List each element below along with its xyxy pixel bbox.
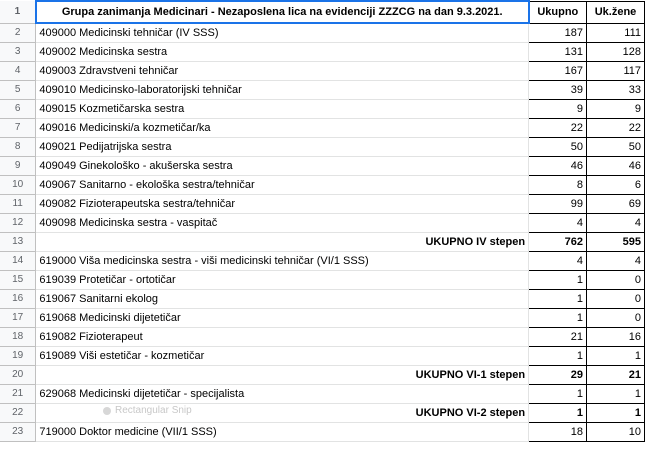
table-row <box>0 384 645 403</box>
occupation-cell[interactable]: 409049 Ginekološko - akušerska sestra <box>36 156 529 175</box>
occupation-cell[interactable]: 409021 Pedijatrijska sestra <box>36 137 529 156</box>
women-cell[interactable]: 9 <box>587 99 645 118</box>
row-number[interactable]: 6 <box>0 99 36 118</box>
women-cell[interactable]: 22 <box>587 118 645 137</box>
total-cell[interactable]: 1 <box>529 270 587 289</box>
total-cell[interactable]: 1 <box>529 346 587 365</box>
total-cell[interactable]: 1 <box>529 403 587 422</box>
table-row <box>0 23 645 42</box>
row-number[interactable]: 8 <box>0 137 36 156</box>
snip-overlay-label <box>103 405 192 416</box>
row-number[interactable]: 21 <box>0 384 36 403</box>
row-number[interactable]: 11 <box>0 194 36 213</box>
total-cell[interactable]: 187 <box>529 23 587 42</box>
table-row <box>0 156 645 175</box>
total-cell[interactable]: 46 <box>529 156 587 175</box>
women-cell[interactable]: 21 <box>587 365 645 384</box>
row-number[interactable]: 23 <box>0 422 36 441</box>
total-cell[interactable]: 18 <box>529 422 587 441</box>
occupation-cell[interactable]: 409000 Medicinski tehničar (IV SSS) <box>36 23 529 42</box>
occupation-cell[interactable]: 409010 Medicinsko-laboratorijski tehničar <box>36 80 529 99</box>
table-row <box>0 137 645 156</box>
total-cell[interactable]: 22 <box>529 118 587 137</box>
row-number[interactable]: 7 <box>0 118 36 137</box>
table-row <box>0 289 645 308</box>
occupation-cell[interactable]: 409003 Zdravstveni tehničar <box>36 61 529 80</box>
total-row <box>0 403 645 422</box>
occupation-cell[interactable]: 619067 Sanitarni ekolog <box>36 289 529 308</box>
total-cell[interactable]: 1 <box>529 384 587 403</box>
total-row <box>0 365 645 384</box>
women-cell[interactable]: 4 <box>587 213 645 232</box>
women-cell[interactable]: 117 <box>587 61 645 80</box>
occupation-cell[interactable]: 719000 Doktor medicine (VII/1 SSS) <box>36 422 529 441</box>
table-row <box>0 213 645 232</box>
total-cell[interactable]: 4 <box>529 213 587 232</box>
row-number[interactable]: 15 <box>0 270 36 289</box>
snip-label: Rectangular Snip <box>115 405 192 416</box>
header-row <box>0 1 645 23</box>
women-cell[interactable]: 33 <box>587 80 645 99</box>
total-cell[interactable]: 8 <box>529 175 587 194</box>
occupation-cell[interactable]: 409067 Sanitarno - ekološka sestra/tehničar <box>36 175 529 194</box>
women-cell[interactable]: 69 <box>587 194 645 213</box>
total-row <box>0 232 645 251</box>
occupation-cell[interactable]: 409098 Medicinska sestra - vaspitač <box>36 213 529 232</box>
women-cell[interactable]: 4 <box>587 251 645 270</box>
row-number[interactable]: 22 <box>0 403 36 422</box>
women-cell[interactable]: 0 <box>587 270 645 289</box>
total-label-cell[interactable]: UKUPNO VI-2 stepen <box>36 403 529 422</box>
row-number[interactable]: 16 <box>0 289 36 308</box>
total-cell[interactable]: 21 <box>529 327 587 346</box>
row-number[interactable]: 1 <box>0 1 36 23</box>
table-title-cell[interactable]: Grupa zanimanja Medicinari - Nezaposlena lica na evidenciji ZZZCG na dan 9.3.2021. <box>36 1 529 23</box>
occupation-cell[interactable]: 409015 Kozmetičarska sestra <box>36 99 529 118</box>
occupation-cell[interactable]: 409002 Medicinska sestra <box>36 42 529 61</box>
occupation-cell[interactable]: 619000 Viša medicinska sestra - viši medicinski tehničar (VI/1 SSS) <box>36 251 529 270</box>
table-row <box>0 175 645 194</box>
women-cell[interactable]: 16 <box>587 327 645 346</box>
row-number[interactable]: 13 <box>0 232 36 251</box>
row-number[interactable]: 5 <box>0 80 36 99</box>
row-number[interactable]: 19 <box>0 346 36 365</box>
total-cell[interactable]: 762 <box>529 232 587 251</box>
women-cell[interactable]: 128 <box>587 42 645 61</box>
table-row <box>0 61 645 80</box>
women-cell[interactable]: 6 <box>587 175 645 194</box>
women-cell[interactable]: 46 <box>587 156 645 175</box>
row-number[interactable]: 3 <box>0 42 36 61</box>
table-row <box>0 80 645 99</box>
total-cell[interactable]: 9 <box>529 99 587 118</box>
table-row <box>0 308 645 327</box>
total-cell[interactable]: 167 <box>529 61 587 80</box>
total-cell[interactable]: 39 <box>529 80 587 99</box>
table-row <box>0 194 645 213</box>
total-cell[interactable]: 29 <box>529 365 587 384</box>
occupation-cell[interactable]: 409082 Fizioterapeutska sestra/tehničar <box>36 194 529 213</box>
women-cell[interactable]: 0 <box>587 308 645 327</box>
occupation-cell[interactable]: 619089 Viši estetičar - kozmetičar <box>36 346 529 365</box>
women-cell[interactable]: 10 <box>587 422 645 441</box>
table-row <box>0 42 645 61</box>
occupation-cell[interactable]: 629068 Medicinski dijetetičar - specijalista <box>36 384 529 403</box>
women-cell[interactable]: 595 <box>587 232 645 251</box>
total-cell[interactable]: 131 <box>529 42 587 61</box>
occupation-cell[interactable]: 619082 Fizioterapeut <box>36 327 529 346</box>
row-number[interactable]: 2 <box>0 23 36 42</box>
total-cell[interactable]: 4 <box>529 251 587 270</box>
row-number[interactable]: 4 <box>0 61 36 80</box>
total-cell[interactable]: 1 <box>529 308 587 327</box>
row-number[interactable]: 20 <box>0 365 36 384</box>
table-row <box>0 270 645 289</box>
row-number[interactable]: 14 <box>0 251 36 270</box>
total-label-cell[interactable]: UKUPNO VI-1 stepen <box>36 365 529 384</box>
table-row <box>0 118 645 137</box>
table-row <box>0 251 645 270</box>
row-number[interactable]: 17 <box>0 308 36 327</box>
occupation-cell[interactable]: 619039 Protetičar - ortotičar <box>36 270 529 289</box>
table-row <box>0 422 645 441</box>
total-label-cell[interactable]: UKUPNO IV stepen <box>36 232 529 251</box>
total-cell[interactable]: 1 <box>529 289 587 308</box>
column-header-women[interactable]: Uk.žene <box>587 1 645 23</box>
row-number[interactable]: 10 <box>0 175 36 194</box>
table-row <box>0 346 645 365</box>
table-row <box>0 327 645 346</box>
total-cell[interactable]: 99 <box>529 194 587 213</box>
women-cell[interactable]: 50 <box>587 137 645 156</box>
column-header-total[interactable]: Ukupno <box>529 1 587 23</box>
table-row <box>0 99 645 118</box>
occupation-cell[interactable]: 409016 Medicinski/a kozmetičar/ka <box>36 118 529 137</box>
record-dot-icon <box>103 407 111 415</box>
women-cell[interactable]: 1 <box>587 403 645 422</box>
row-number[interactable]: 12 <box>0 213 36 232</box>
total-cell[interactable]: 50 <box>529 137 587 156</box>
occupation-cell[interactable]: 619068 Medicinski dijetetičar <box>36 308 529 327</box>
women-cell[interactable]: 1 <box>587 384 645 403</box>
women-cell[interactable]: 1 <box>587 346 645 365</box>
row-number[interactable]: 18 <box>0 327 36 346</box>
women-cell[interactable]: 111 <box>587 23 645 42</box>
row-number[interactable]: 9 <box>0 156 36 175</box>
women-cell[interactable]: 0 <box>587 289 645 308</box>
